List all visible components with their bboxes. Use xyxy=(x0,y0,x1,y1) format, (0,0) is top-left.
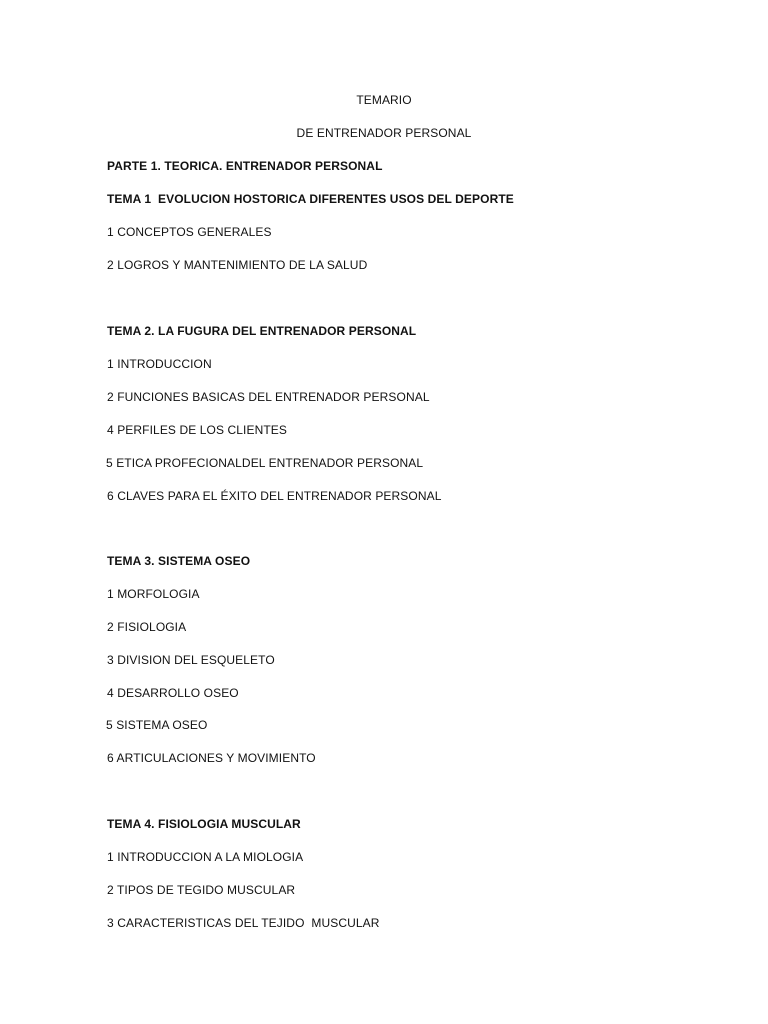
tema2-item: 5 ETICA PROFECIONALDEL ENTRENADOR PERSONAL xyxy=(106,456,424,470)
document-subtitle: DE ENTRENADOR PERSONAL xyxy=(296,126,472,140)
tema2-item: 4 PERFILES DE LOS CLIENTES xyxy=(107,423,287,437)
tema4-item: 3 CARACTERISTICAS DEL TEJIDO MUSCULAR xyxy=(107,916,380,930)
tema3-item: 2 FISIOLOGIA xyxy=(107,620,187,634)
tema2-item: 1 INTRODUCCION xyxy=(107,357,212,371)
tema2-heading: TEMA 2. LA FUGURA DEL ENTRENADOR PERSONAL xyxy=(107,324,417,338)
part-heading: PARTE 1. TEORICA. ENTRENADOR PERSONAL xyxy=(107,159,383,173)
tema3-item: 4 DESARROLLO OSEO xyxy=(107,686,239,700)
tema1-item: 2 LOGROS Y MANTENIMIENTO DE LA SALUD xyxy=(107,258,368,272)
tema4-heading: TEMA 4. FISIOLOGIA MUSCULAR xyxy=(107,817,301,831)
tema4-item: 1 INTRODUCCION A LA MIOLOGIA xyxy=(107,850,304,864)
tema2-item: 2 FUNCIONES BASICAS DEL ENTRENADOR PERSONAL xyxy=(107,390,430,404)
document-title: TEMARIO xyxy=(356,93,412,107)
tema1-heading: TEMA 1 EVOLUCION HOSTORICA DIFERENTES USOS DEL DEPORTE xyxy=(107,192,514,206)
tema3-item: 5 SISTEMA OSEO xyxy=(106,718,208,732)
tema3-item: 3 DIVISION DEL ESQUELETO xyxy=(107,653,275,667)
tema3-item: 1 MORFOLOGIA xyxy=(107,587,200,601)
tema3-heading: TEMA 3. SISTEMA OSEO xyxy=(107,554,251,568)
tema2-item: 6 CLAVES PARA EL ÉXITO DEL ENTRENADOR PERSONAL xyxy=(107,489,442,503)
tema3-item: 6 ARTICULACIONES Y MOVIMIENTO xyxy=(107,751,316,765)
tema4-item: 2 TIPOS DE TEGIDO MUSCULAR xyxy=(107,883,296,897)
tema1-item: 1 CONCEPTOS GENERALES xyxy=(107,225,272,239)
